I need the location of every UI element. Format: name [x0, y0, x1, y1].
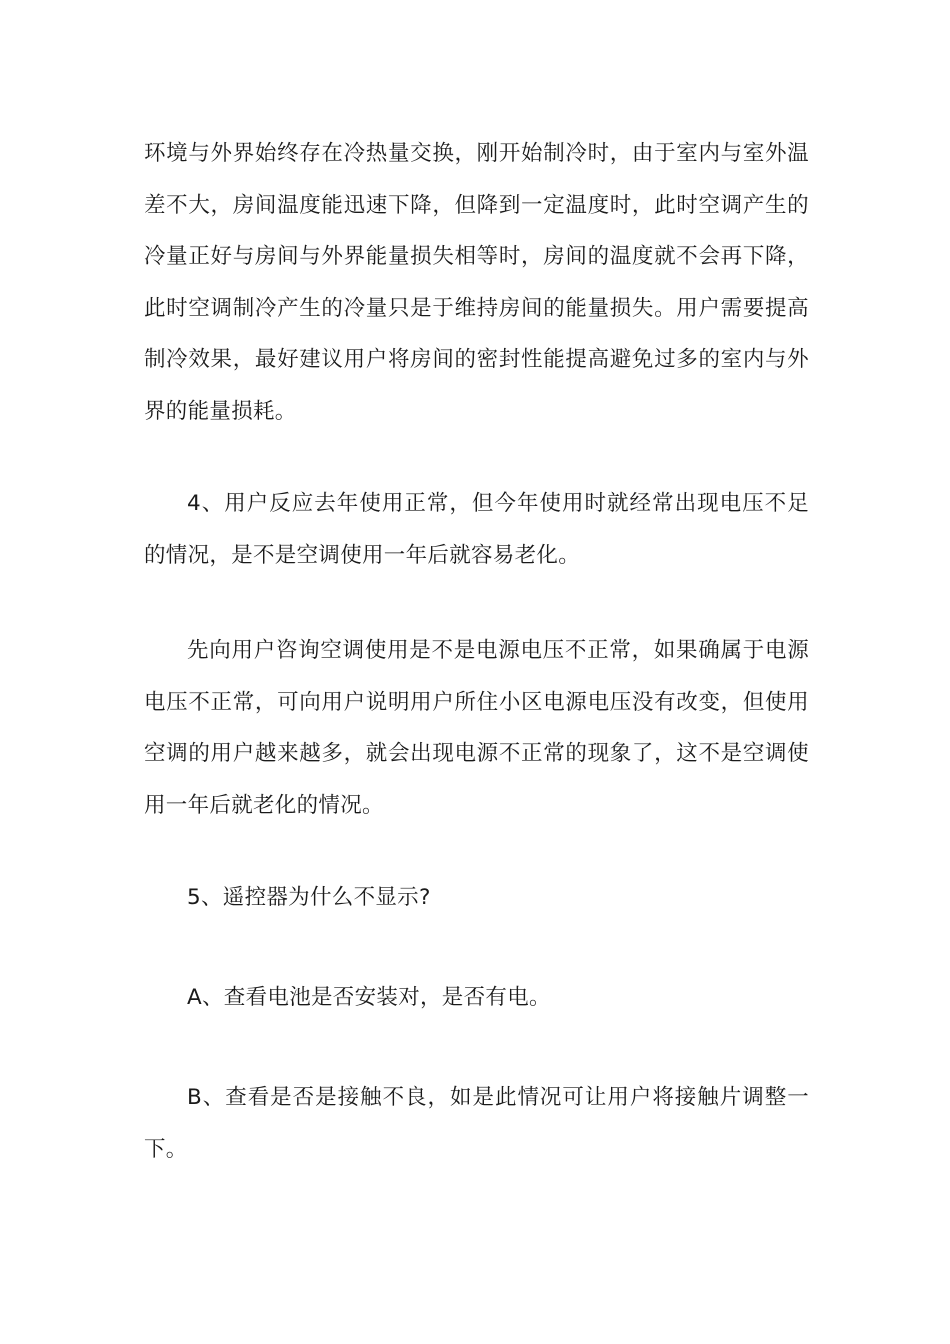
paragraph-question-4: 4、用户反应去年使用正常，但今年使用时就经常出现电压不足的情况，是不是空调使用一年后就容易老化。	[144, 491, 809, 568]
paragraph-cooling-explanation: 环境与外界始终存在冷热量交换，刚开始制冷时，由于室内与室外温差不大，房间温度能迅速下降，但降到一定温度时，此时空调产生的冷量正好与房间与外界能量损失相等时，房间的温度就不会再下降，此时空调制冷产生的冷量只是于维持房间的能量损失。用户需要提高制冷效果，最好建议用户将房间的密封性能提高避免过多的室内与外界的能量损耗。	[144, 141, 809, 424]
paragraph-answer-5a: A、查看电池是否安装对，是否有电。	[187, 985, 551, 1010]
paragraph-question-5: 5、遥控器为什么不显示?	[187, 885, 431, 910]
paragraph-answer-5b: B、查看是否是接触不良，如是此情况可让用户将接触片调整一下。	[144, 1085, 809, 1162]
paragraph-answer-4: 先向用户咨询空调使用是不是电源电压不正常，如果确属于电源电压不正常，可向用户说明用户所住小区电源电压没有改变，但使用空调的用户越来越多，就会出现电源不正常的现象了，这不是空调使用一年后就老化的情况。	[144, 638, 809, 818]
